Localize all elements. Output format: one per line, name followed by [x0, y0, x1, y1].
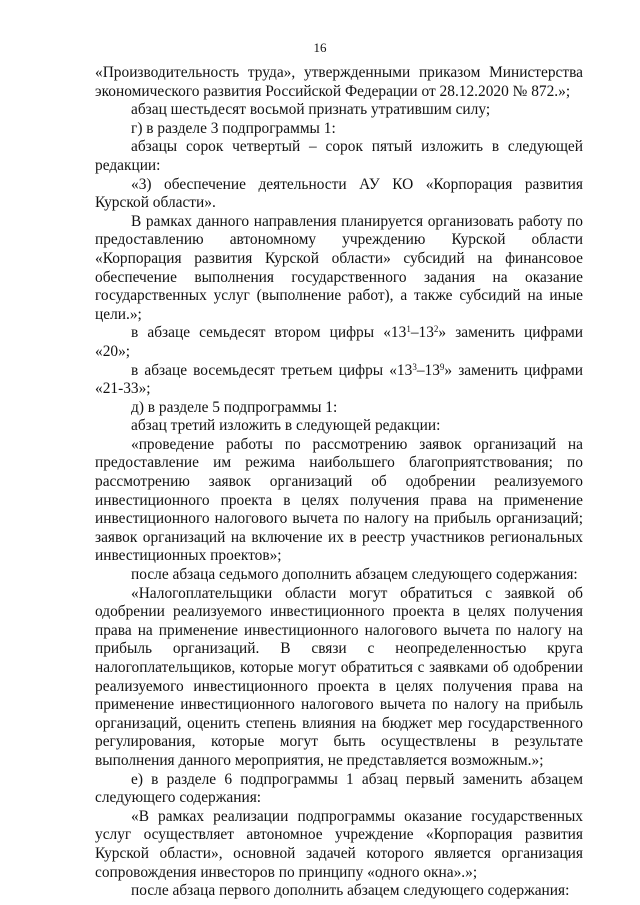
paragraph-11: «проведение работы по рассмотрению заявок организаций на предоставление им режима наибольшего благоприятствования; по рассмотрению заявок организаций об одобрении реализуемого инвестиционного проекта в целях получения права на применение инвестиционного налогового вычета по налогу на прибыль организаций; заявок организаций на включение их в реестр участников региональных инвестиционных проектов»;	[95, 435, 583, 565]
sup1-b: 2	[433, 324, 439, 335]
sup2-mid: –13	[416, 361, 440, 379]
sup1-before: в абзаце семьдесят втором цифры «13	[131, 324, 407, 342]
paragraph-15: «В рамках реализации подпрограммы оказание государственных услуг осуществляет автономное учреждение «Корпорация развития Курской области», основной задачей которого является организация сопровождения инвесторов по принципу «одного окна».»;	[95, 807, 583, 881]
paragraph-1: «Производительность труда», утвержденными приказом Министерства экономического развития Российской Федерации от 28.12.2020 № 872.»;	[95, 64, 583, 100]
page-number: 16	[313, 40, 327, 55]
paragraph-8-superscript	[95, 362, 583, 399]
document-body	[95, 64, 583, 901]
paragraph-7-superscript	[95, 324, 583, 361]
paragraph-14: е) в разделе 6 подпрограммы 1 абзац первый заменить абзацем следующего содержания:	[95, 770, 583, 807]
paragraph-3: г) в разделе 3 подпрограммы 1:	[131, 119, 336, 137]
sup2-after: » заменить цифрами «21-33»;	[95, 361, 583, 398]
sup2-b: 9	[439, 361, 445, 372]
paragraph-4: абзацы сорок четвертый – сорок пятый изложить в следующей редакции:	[95, 138, 583, 174]
paragraph-12: после абзаца седьмого дополнить абзацем следующего содержания:	[131, 566, 578, 584]
sup1-after: » заменить цифрами «20»;	[95, 324, 583, 360]
paragraph-13: «Налогоплательщики области могут обратиться с заявкой об одобрении реализуемого инвестиционного проекта в целях получения права на применение инвестиционного налогового вычета по налогу на прибыль организаций. В связи с неопределенностью круга налогоплательщиков, которые могут обратиться с заявками об одобрении реализуемого инвестиционного проекта в целях получения права на применение инвестиционного налогового вычета по налогу на прибыль организаций, оценить степень влияния на бюджет мер государственного регулирования, которые могут быть осуществлены в результате выполнения данного мероприятия, не представляется возможным.»;	[95, 584, 583, 769]
sup1-mid: –13	[410, 324, 434, 342]
sup2-before: в абзаце восемьдесят третьем цифры «13	[131, 361, 413, 379]
paragraph-5: «3) обеспечение деятельности АУ КО «Корпорация развития Курской области».	[95, 175, 583, 212]
paragraph-16: после абзаца первого дополнить абзацем следующего содержания:	[131, 882, 570, 900]
paragraph-10: абзац третий изложить в следующей редакции:	[131, 417, 441, 435]
paragraph-6: В рамках данного направления планируется организовать работу по предоставлению автономному учреждению Курской области «Корпорация развития Курской области» субсидий на финансовое обеспечение выполнения государственного задания на оказание государственных услуг (выполнение работ), а также субсидий на иные цели.»;	[95, 212, 583, 323]
sup2-a: 3	[412, 361, 417, 372]
paragraph-2: абзац шестьдесят восьмой признать утратившим силу;	[131, 101, 491, 119]
paragraph-9: д) в разделе 5 подпрограммы 1:	[131, 398, 338, 416]
sup1-a: 1	[406, 324, 411, 335]
